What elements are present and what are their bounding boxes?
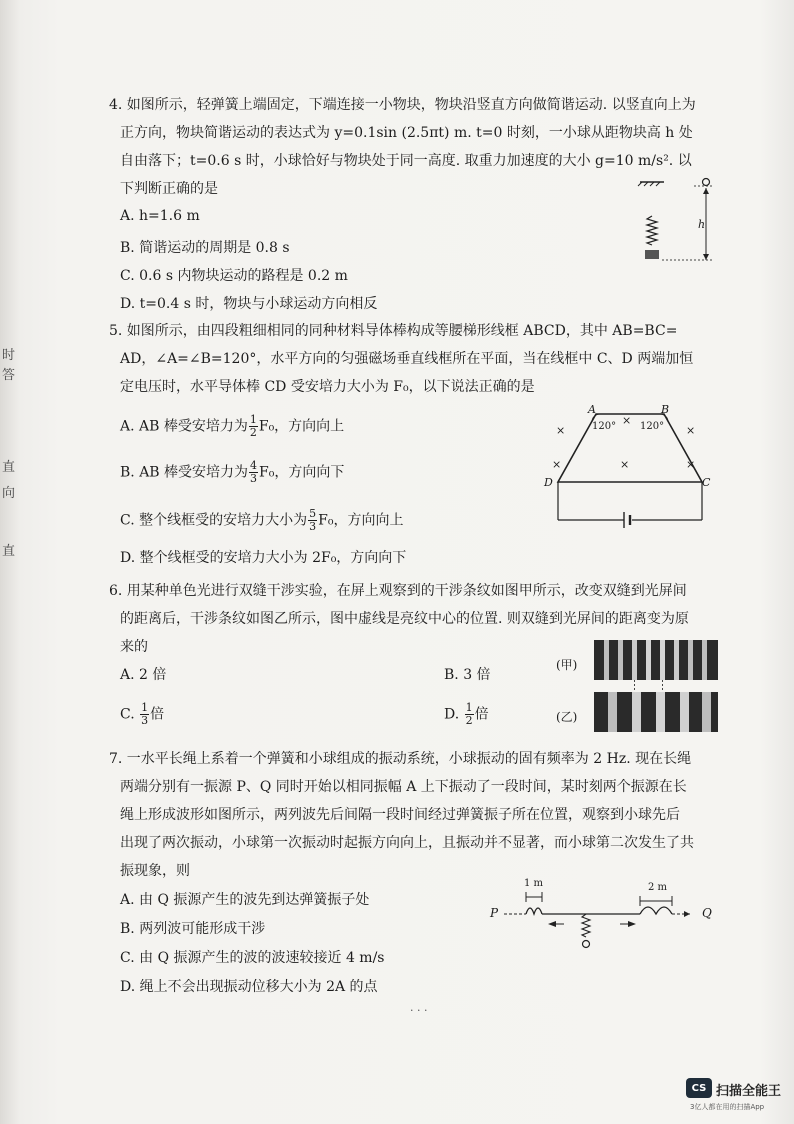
q5-label-b: B — [661, 403, 670, 416]
q5-angle-a: 120° — [592, 421, 617, 432]
numerator: 4 — [250, 459, 258, 472]
q5-line: 5. 如图所示，由四段粗细相同的同种材料导体棒构成等腰梯形线框 ABCD，其中 AB=BC= — [109, 323, 678, 339]
scanner-watermark-subtitle: 3亿人都在用的扫描App — [690, 1103, 765, 1111]
q4-line: 自由落下；t=0.6 s 时，小球恰好与物块处于同一高度. 取重力加速度的大小 g=10 m/s². 以 — [120, 153, 692, 169]
q5-option-c-pre: C. 整个线框受的安培力大小为 — [120, 512, 308, 529]
q6-label-yi: (乙) — [556, 710, 578, 724]
q4-option-c: C. 0.6 s 内物块运动的路程是 0.2 m — [120, 268, 348, 284]
margin-char: 答 — [2, 368, 16, 383]
scanner-logo: CS — [686, 1078, 712, 1098]
q6-fringe-jia — [594, 640, 718, 680]
q7-option-b: B. 两列波可能形成干涉 — [120, 921, 266, 937]
q5-label-a: A — [588, 403, 596, 416]
q5-option-b — [120, 460, 344, 485]
q7-option-d: D. 绳上不会出现振动位移大小为 2A 的点 — [120, 979, 378, 995]
q6-fringe-yi — [594, 692, 718, 732]
fraction — [249, 414, 258, 439]
q6-option-c — [120, 702, 164, 727]
q6-line: 6. 用某种单色光进行双缝干涉实验，在屏上观察到的干涉条纹如图甲所示，改变双缝到光屏间 — [109, 583, 687, 599]
denominator: 2 — [465, 714, 473, 727]
q6-label-jia: (甲) — [556, 658, 578, 672]
fraction — [308, 508, 317, 533]
q6-option-b: B. 3 倍 — [444, 667, 491, 683]
margin-char: 时 — [2, 348, 16, 363]
q5-label-c: C — [702, 476, 711, 489]
denominator: 3 — [250, 472, 258, 485]
q7-line: 两端分别有一振源 P、Q 同时开始以相同振幅 A 上下振动了一段时间，某时刻两个振源在长 — [120, 779, 687, 795]
q5-cross: × — [686, 424, 696, 437]
q5-option-a-post: F₀，方向向上 — [258, 418, 345, 435]
q6-option-c-pre: C. — [120, 706, 140, 723]
q5-option-a — [120, 414, 344, 439]
q7-length-1m: 1 m — [524, 878, 544, 889]
page-number: · · · — [410, 1004, 428, 1017]
numerator: 5 — [309, 507, 317, 520]
q6-line: 的距离后，干涉条纹如图乙所示，图中虚线是亮纹中心的位置. 则双缝到光屏间的距离变为原 — [120, 611, 689, 627]
q7-length-2m: 2 m — [648, 882, 668, 893]
fraction — [140, 702, 149, 727]
q5-angle-b: 120° — [640, 421, 665, 432]
q7-line: 振现象，则 — [120, 863, 190, 879]
q6-line: 来的 — [120, 639, 148, 655]
q5-cross: × — [686, 458, 696, 471]
fraction — [249, 460, 258, 485]
numerator: 1 — [465, 701, 473, 714]
q6-option-d-pre: D. — [444, 706, 464, 723]
margin-char: 直 — [2, 460, 16, 475]
q5-label-d: D — [544, 476, 553, 489]
q7-option-c: C. 由 Q 振源产生的波的波速较接近 4 m/s — [120, 950, 385, 966]
q5-cross: × — [552, 458, 562, 471]
q7-label-q: Q — [702, 906, 712, 920]
scanner-watermark-title: 扫描全能王 — [716, 1084, 782, 1099]
q4-option-a: A. h=1.6 m — [120, 208, 200, 224]
q4-line: 4. 如图所示，轻弹簧上端固定，下端连接一小物块，物块沿竖直方向做简谐运动. 以竖直向上为 — [109, 97, 696, 113]
q5-cross: × — [556, 424, 566, 437]
numerator: 1 — [249, 413, 257, 426]
q5-cross: × — [620, 458, 630, 471]
q4-h-label: h — [698, 218, 706, 231]
q5-option-a-pre: A. AB 棒受安培力为 — [120, 418, 248, 435]
q6-option-d — [444, 702, 489, 727]
q6-option-a: A. 2 倍 — [120, 667, 167, 683]
denominator: 3 — [141, 714, 149, 727]
q4-line: 下判断正确的是 — [120, 181, 218, 197]
q4-option-b: B. 简谐运动的周期是 0.8 s — [120, 240, 290, 256]
q6-option-c-post: 倍 — [150, 706, 165, 723]
denominator: 3 — [309, 520, 317, 533]
numerator: 1 — [141, 701, 149, 714]
q7-line: 出现了两次振动，小球第一次振动时起振方向向上，且振动并不显著，而小球第二次发生了共 — [120, 835, 694, 851]
denominator: 2 — [249, 426, 257, 439]
q5-option-b-post: F₀，方向向下 — [259, 464, 345, 481]
q5-option-c-post: F₀，方向向上 — [318, 512, 404, 529]
margin-char: 直 — [2, 544, 16, 559]
q6-dashed-guides — [594, 680, 718, 692]
q5-option-b-pre: B. AB 棒受安培力为 — [120, 464, 249, 481]
q4-line: 正方向，物块简谐运动的表达式为 y=0.1sin (2.5πt) m. t=0 时刻，一小球从距物块高 h 处 — [120, 125, 693, 141]
margin-char: 向 — [2, 486, 16, 501]
q5-option-d: D. 整个线框受的安培力大小为 2F₀，方向向下 — [120, 550, 407, 566]
q5-option-c — [120, 508, 403, 533]
q7-option-a: A. 由 Q 振源产生的波先到达弹簧振子处 — [120, 892, 370, 908]
q7-line: 绳上形成波形如图所示，两列波先后间隔一段时间经过弹簧振子所在位置，观察到小球先后 — [120, 807, 680, 823]
q5-cross: × — [622, 414, 632, 427]
q5-line: 定电压时，水平导体棒 CD 受安培力大小为 F₀，以下说法正确的是 — [120, 379, 535, 395]
q7-wave-figure — [490, 880, 710, 960]
fraction — [465, 702, 474, 727]
q5-line: AD，∠A=∠B=120°，水平方向的匀强磁场垂直线框所在平面，当在线框中 C、D 两端加恒 — [120, 351, 694, 367]
q4-option-d: D. t=0.4 s 时，物块与小球运动方向相反 — [120, 296, 378, 312]
q6-option-d-post: 倍 — [474, 706, 489, 723]
q7-label-p: P — [490, 906, 499, 920]
q7-line: 7. 一水平长绳上系着一个弹簧和小球组成的振动系统，小球振动的固有频率为 2 Hz. 现在长绳 — [109, 751, 692, 767]
